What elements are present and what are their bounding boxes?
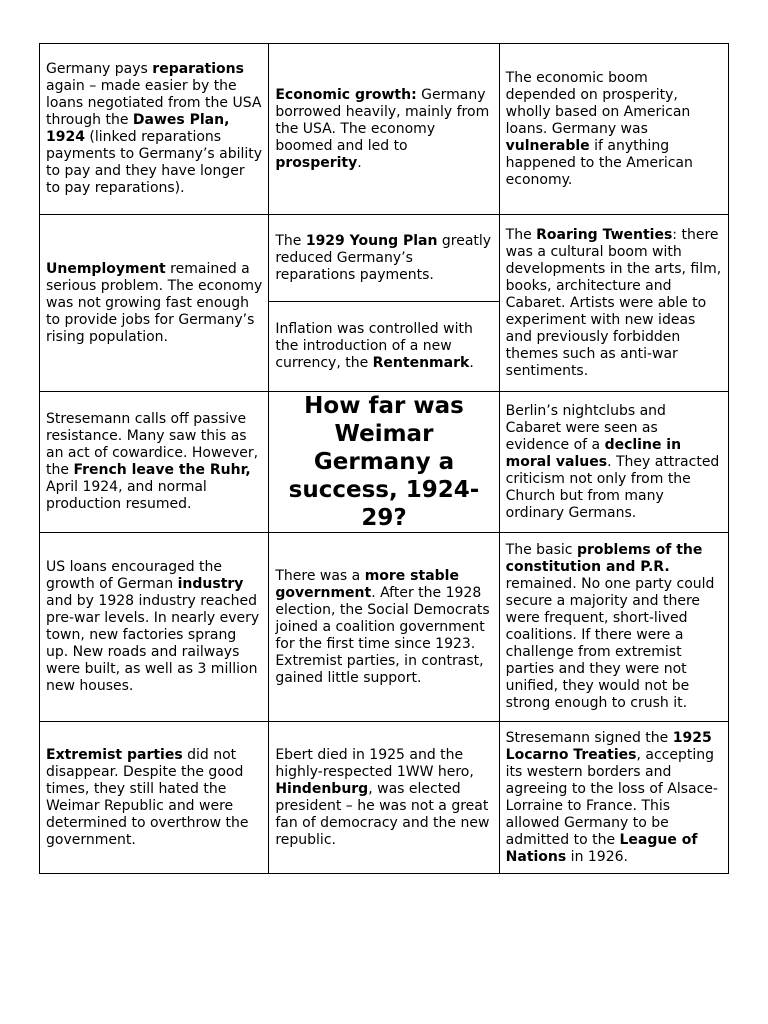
cell-split xyxy=(269,215,499,392)
table-row xyxy=(40,215,729,392)
text-run: greatly reduced Germany’s reparations payments. xyxy=(275,232,492,283)
bold-text: Economic growth: xyxy=(275,86,417,103)
bold-text: industry xyxy=(177,576,244,592)
bold-text: more stable government xyxy=(275,567,459,601)
page-title: How far was Weimar Germany a success, 1924-29? xyxy=(288,393,480,531)
cell-text xyxy=(506,403,722,522)
text-run: again – made easier by the loans negotiated from the USA through the xyxy=(46,78,262,128)
bold-text: French leave the Ruhr, xyxy=(73,462,251,478)
cell-locarno xyxy=(499,722,728,874)
text-run: , accepting its western borders and agreeing to the loss of Alsace-Lorraine to France. This allowed Germany to be admitted to the xyxy=(505,746,718,848)
text-run: remained a serious problem. The economy was not growing fast enough to provide jobs for Germany’s rising population. xyxy=(46,260,263,345)
cell-dawes-plan xyxy=(40,44,269,215)
cell-extremist-parties xyxy=(40,722,269,874)
cell-text xyxy=(506,227,722,380)
text-run: did not disappear. Despite the good times, they still hated the Weimar Republic and were determined to overthrow the government. xyxy=(46,746,249,848)
text-run: . They attracted criticism not only from the Church but from many ordinary Germans. xyxy=(505,453,720,521)
bold-text: 1925 Locarno Treaties xyxy=(505,729,712,763)
cell-constitution xyxy=(499,533,728,722)
cell-text xyxy=(46,261,262,346)
bold-text: reparations xyxy=(152,61,244,77)
cell-text xyxy=(46,61,262,197)
text-run: : there was a cultural boom with developments in the arts, film, books, architecture and Cabaret. Artists were able to experiment with new ideas and previously forbidden themes such as anti-war sentiments. xyxy=(505,226,722,379)
text-run: Berlin’s nightclubs and Cabaret were seen as evidence of a xyxy=(505,402,666,453)
cell-roaring-twenties xyxy=(499,215,728,392)
cell-title xyxy=(269,392,499,533)
text-run: remained. No one party could secure a majority and there were frequent, short-lived coalitions. If there were a challenge from extremist parties and they were not unified, they would not be strong enough to crush it. xyxy=(505,576,715,711)
cell-hindenburg xyxy=(269,722,499,874)
cell-unemployment xyxy=(40,215,269,392)
cell-ruhr xyxy=(40,392,269,533)
cell-text xyxy=(275,233,492,284)
text-run: Ebert died in 1925 and the highly-respected 1WW hero, xyxy=(275,746,474,780)
cell-text xyxy=(46,411,262,513)
text-run: in 1926. xyxy=(566,848,628,865)
cell-text xyxy=(46,559,262,695)
text-run: Stresemann calls off passive resistance. Many saw this as an act of cowardice. However, the xyxy=(46,411,259,478)
text-run: Inflation was controlled with the introduction of a new currency, the xyxy=(275,321,473,371)
text-run: Germany pays xyxy=(46,61,153,77)
cell-rentenmark xyxy=(269,302,498,391)
cell-economic-boom xyxy=(499,44,728,215)
cell-text xyxy=(506,70,722,189)
bold-text: Hindenburg xyxy=(275,780,369,797)
text-run: if anything happened to the American economy. xyxy=(505,137,693,188)
cell-text xyxy=(275,568,492,687)
bold-text: Rentenmark xyxy=(372,355,470,371)
text-run: . xyxy=(357,154,362,171)
text-run: (linked reparations payments to Germany’s ability to pay and they have longer to pay reparations). xyxy=(46,129,263,196)
bold-text: prosperity xyxy=(275,154,358,171)
text-run: April 1924, and normal production resumed. xyxy=(46,479,207,512)
table-row xyxy=(40,722,729,874)
cell-economic-growth xyxy=(269,44,499,215)
bold-text: 1929 Young Plan xyxy=(305,232,438,249)
text-run: . After the 1928 election, the Social Democrats joined a coalition government for the first time since 1923. Extremist parties, in contrast, gained little support. xyxy=(275,584,490,686)
cell-stable-government xyxy=(269,533,499,722)
cell-text xyxy=(275,747,492,849)
text-run: and by 1928 industry reached pre-war levels. In nearly every town, new factories sprang up. New roads and railways were built, as well as 3 million new houses. xyxy=(46,593,260,694)
cell-young-plan xyxy=(269,215,498,302)
bold-text: League of Nations xyxy=(505,831,698,865)
cell-industry xyxy=(40,533,269,722)
text-run: , was elected president – he was not a great fan of democracy and the new republic. xyxy=(275,780,490,848)
text-run: The xyxy=(275,232,306,249)
text-run: The economic boom depended on prosperity, wholly based on American loans. Germany was xyxy=(505,69,691,137)
text-run: Germany borrowed heavily, mainly from the USA. The economy boomed and led to xyxy=(275,86,490,154)
cell-text xyxy=(506,730,722,866)
bold-text: decline in moral values xyxy=(505,436,682,470)
table-row xyxy=(40,44,729,215)
text-run: Stresemann signed the xyxy=(505,729,673,746)
text-run: There was a xyxy=(275,567,365,584)
cell-text xyxy=(506,542,722,712)
bold-text: Extremist parties xyxy=(46,746,183,763)
text-run: US loans encouraged the growth of German xyxy=(46,559,223,592)
cell-text xyxy=(275,321,492,372)
text-run: . xyxy=(469,355,474,371)
table-row xyxy=(40,533,729,722)
bold-text: vulnerable xyxy=(505,137,590,154)
bold-text: Dawes Plan, 1924 xyxy=(46,112,230,145)
cell-text xyxy=(275,87,492,172)
card-sort-table xyxy=(39,43,729,874)
table-row xyxy=(40,392,729,533)
text-run: The xyxy=(505,226,537,243)
bold-text: Roaring Twenties xyxy=(536,226,673,243)
cell-moral-values xyxy=(499,392,728,533)
bold-text: Unemployment xyxy=(46,260,166,277)
bold-text: problems of the constitution and P.R. xyxy=(505,542,703,575)
text-run: The basic xyxy=(505,542,577,558)
cell-text xyxy=(46,747,262,849)
